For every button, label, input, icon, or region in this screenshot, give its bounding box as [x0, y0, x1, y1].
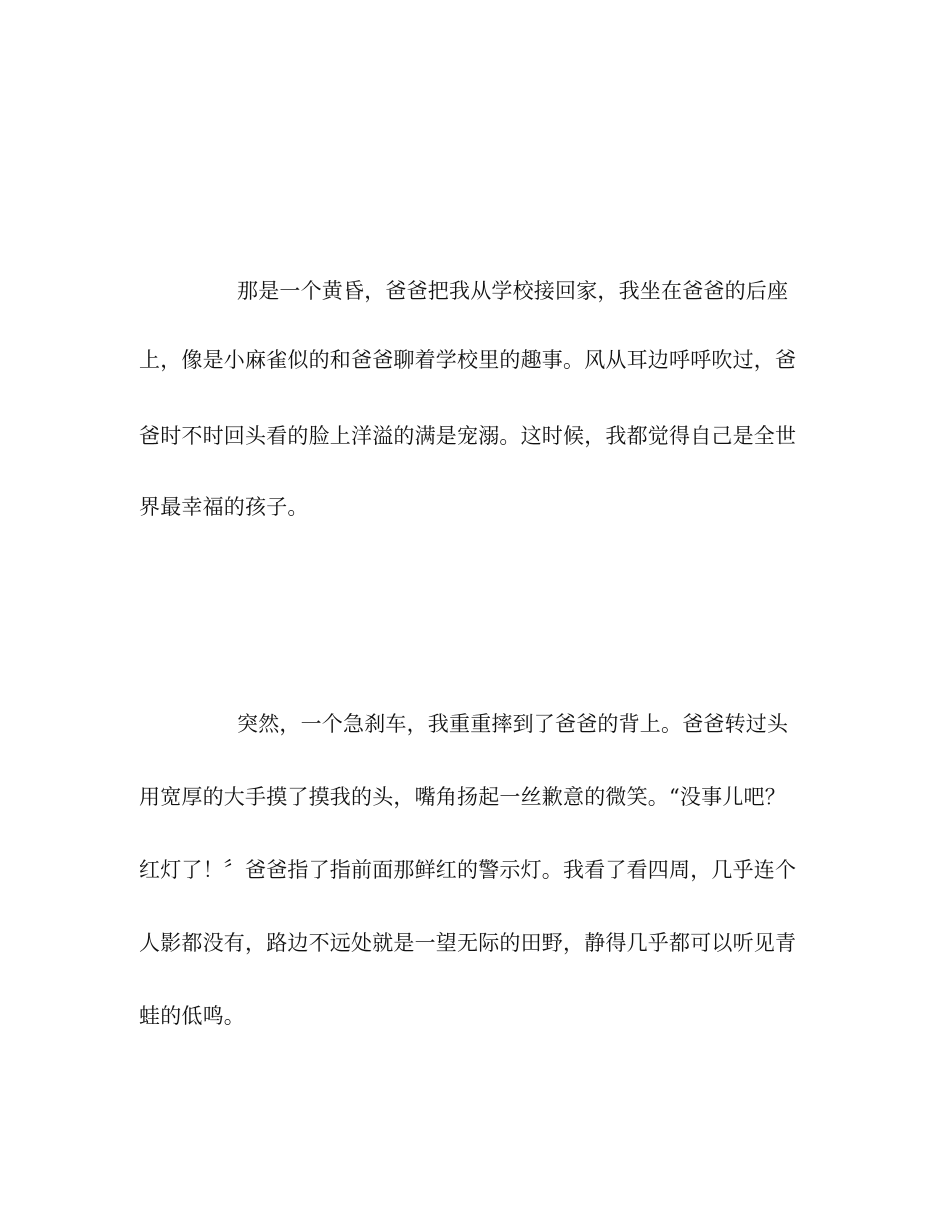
paragraph-line: 那是一个黄昏，爸爸把我从学校接回家，我坐在爸爸的后座 [237, 279, 789, 303]
paragraph-line: 用宽厚的大手摸了摸我的头，嘴角扬起一丝歉意的微笑。“没事儿吧？ [139, 785, 786, 809]
paragraph-line: 人影都没有，路边不远处就是一望无际的田野，静得几乎都可以听见青 [139, 931, 797, 955]
paragraph-line: 突然，一个急刹车，我重重摔到了爸爸的背上。爸爸转过头 [237, 712, 789, 736]
paragraph-line: 蛙的低鸣。 [139, 1004, 245, 1028]
paragraph-line: 红灯了！〞爸爸指了指前面那鲜红的警示灯。我看了看四周，几乎连个 [139, 858, 797, 882]
paragraph-line: 界最幸福的孩子。 [139, 495, 309, 519]
paragraph-line: 上，像是小麻雀似的和爸爸聊着学校里的趣事。风从耳边呼呼吹过，爸 [139, 348, 797, 372]
paragraph-line: 爸时不时回头看的脸上洋溢的满是宠溺。这时候，我都觉得自己是全世 [139, 424, 797, 448]
